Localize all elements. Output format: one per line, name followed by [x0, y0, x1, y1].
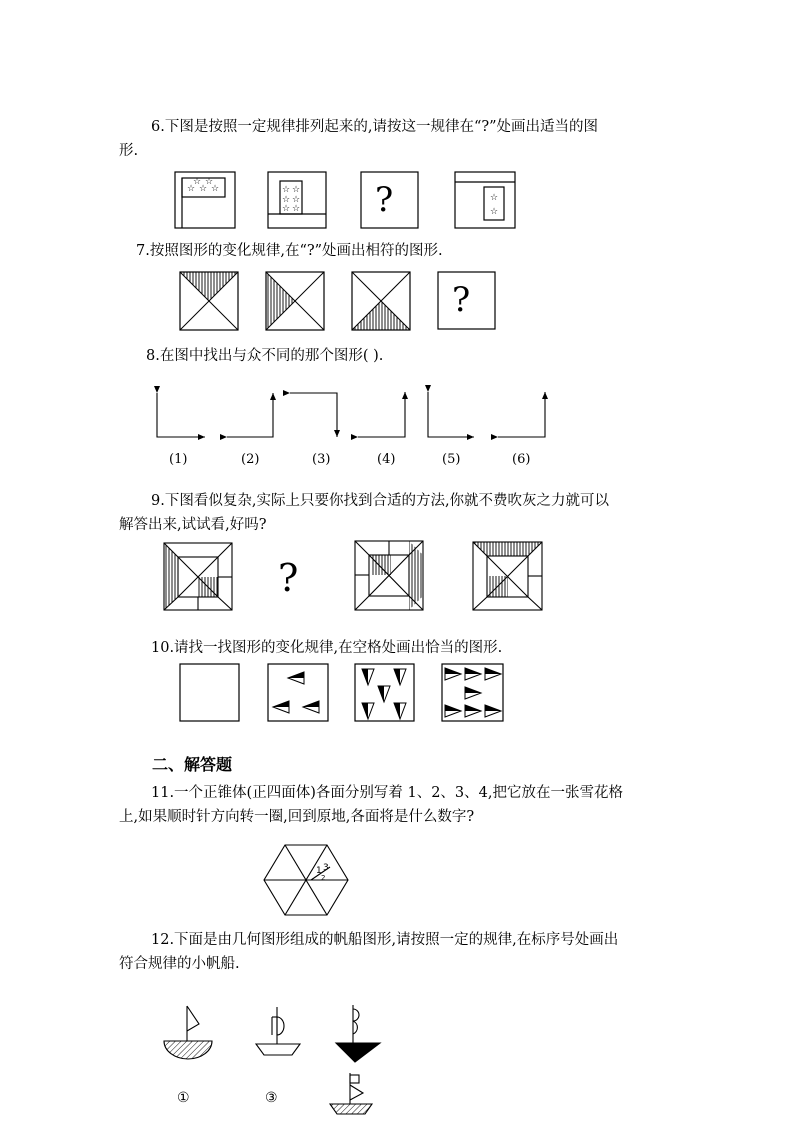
q7-text: 7.按照图形的变化规律,在“?”处画出相符的图形.	[136, 243, 443, 259]
q9-text-line1: 9.下图看似复杂,实际上只要你找到合适的方法,你就不费吹灰之力就可以	[151, 493, 610, 509]
q12-text-line2: 符合规律的小帆船.	[119, 956, 240, 972]
q6-text-line1: 6.下图是按照一定规律排列起来的,请按这一规律在“?”处画出适当的图	[151, 119, 599, 135]
q6-question-mark: ?	[375, 180, 394, 220]
star-icon: ☆	[204, 177, 214, 187]
q8-text: 8.在图中找出与众不同的那个图形( ).	[146, 348, 384, 364]
star-icon: ☆	[192, 177, 202, 187]
q12-boat-3	[336, 1005, 380, 1062]
q8-label-6: (6)	[512, 452, 531, 467]
q11-text-line2: 上,如果顺时针方向转一圈,回到原地,各面将是什么数字?	[119, 809, 475, 825]
section-heading: 二、解答题	[152, 755, 233, 774]
star-icon: ☆	[210, 184, 220, 194]
q9-text-line2: 解答出来,试试看,好吗?	[119, 517, 267, 533]
q8-label-1: (1)	[169, 452, 188, 467]
star-icon: ☆	[291, 204, 301, 214]
star-icon: ☆	[198, 184, 208, 194]
q12-boat-1	[164, 1006, 212, 1059]
star-icon: ☆	[489, 193, 499, 203]
star-icon: ☆	[291, 185, 301, 195]
q11-digit-2: 2	[321, 874, 326, 882]
q8-label-2: (2)	[241, 452, 260, 467]
q8-label-5: (5)	[442, 452, 461, 467]
q11-digit-1: 1	[316, 866, 322, 876]
star-icon: ☆	[489, 207, 499, 217]
q7-question-mark: ?	[452, 280, 471, 320]
q11-text-line1: 11.一个正锥体(正四面体)各面分别写着 1、2、3、4,把它放在一张雪花格	[151, 785, 623, 801]
q12-label-1: ①	[177, 1090, 190, 1106]
q12-boat-4	[330, 1073, 372, 1114]
star-icon: ☆	[281, 195, 291, 205]
q8-label-4: (4)	[377, 452, 396, 467]
q11-digit-3: 3	[323, 863, 329, 873]
q10-text: 10.请找一找图形的变化规律,在空格处画出恰当的图形.	[151, 640, 503, 656]
q12-boat-2	[256, 1007, 300, 1055]
q12-text-line1: 12.下面是由几何图形组成的帆船图形,请按照一定的规律,在标序号处画出	[151, 932, 619, 948]
q9-question-mark: ?	[278, 556, 299, 600]
q6-text-line2: 形.	[119, 143, 139, 159]
star-icon: ☆	[186, 184, 196, 194]
star-icon: ☆	[291, 195, 301, 205]
star-icon: ☆	[281, 185, 291, 195]
q8-label-3: (3)	[312, 452, 331, 467]
star-icon: ☆	[281, 204, 291, 214]
q12-label-3: ③	[265, 1090, 278, 1106]
